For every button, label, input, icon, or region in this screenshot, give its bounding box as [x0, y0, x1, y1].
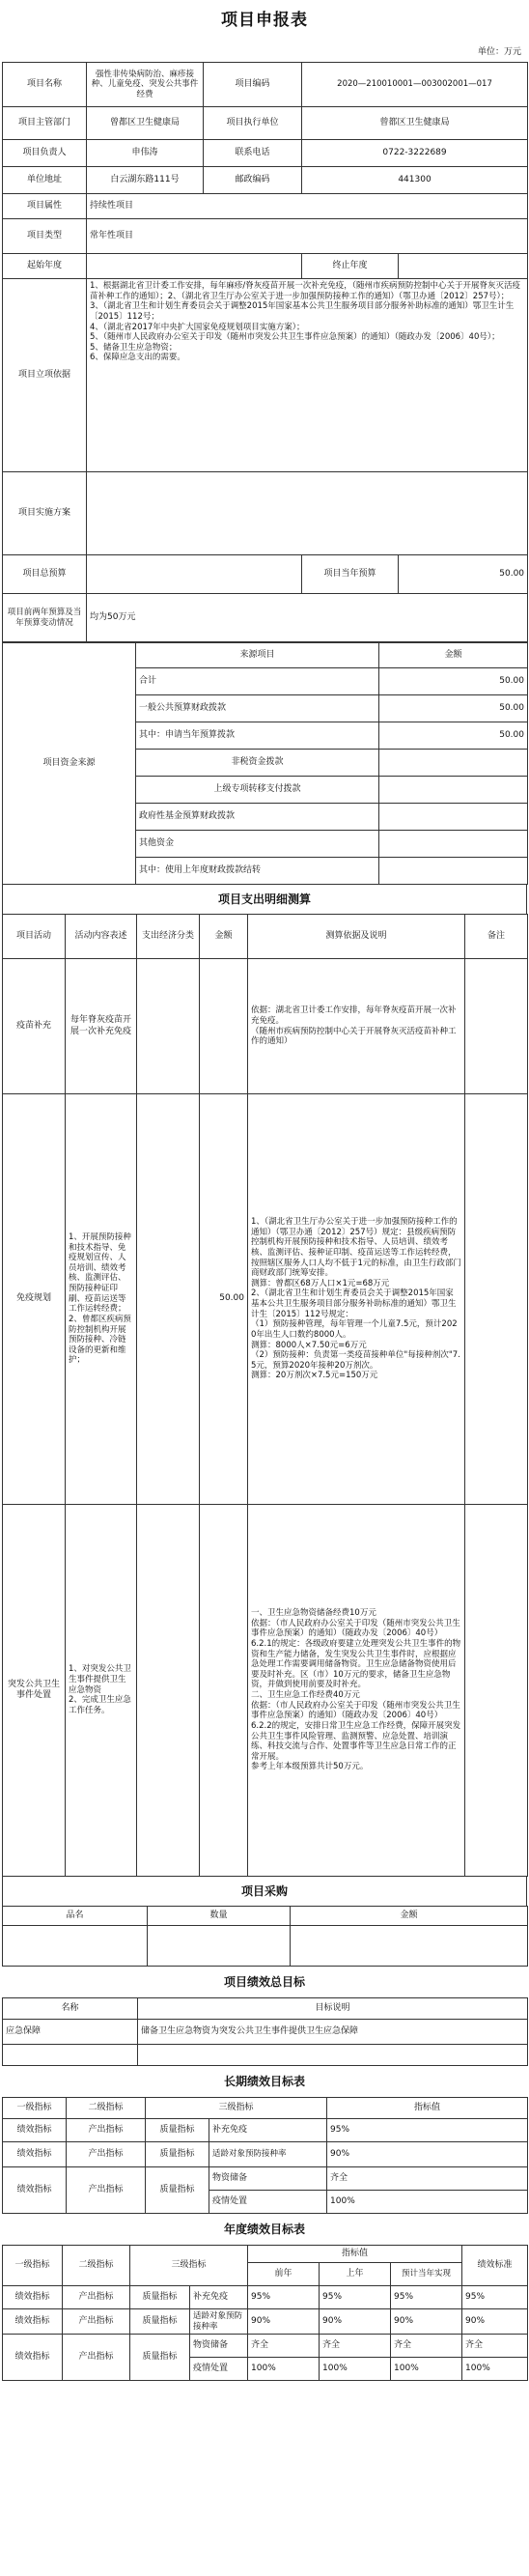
annual-l4: 适龄对象预防接种率: [190, 2309, 248, 2335]
detail-activity: 免疫规划: [3, 1094, 66, 1505]
project-code-value: 2020—210010001—003002001—017: [302, 63, 528, 107]
longterm-l1: 绩效指标: [3, 2119, 67, 2142]
annual-header: 绩效标准: [462, 2246, 528, 2286]
detail-header: 支出经济分类: [137, 915, 200, 959]
annual-prev2: 100%: [248, 2358, 320, 2381]
detail-row: [3, 1094, 528, 1505]
longterm-l4: 物资储备: [209, 2167, 327, 2191]
perf-header: 目标说明: [138, 1998, 528, 2020]
end-year-value: [399, 254, 528, 279]
annual-standard: 齐全: [462, 2335, 528, 2358]
detail-content: 每年脊灰疫苗开展一次补充免疫: [66, 959, 137, 1094]
annual-standard: 95%: [462, 2286, 528, 2309]
longterm-header: 一级指标: [3, 2098, 67, 2119]
detail-activity: 突发公共卫生事件处置: [3, 1505, 66, 1877]
annual-l1: 绩效指标: [3, 2286, 63, 2309]
phone-value: 0722-3222689: [302, 140, 528, 167]
annual-l3: 质量指标: [130, 2286, 190, 2309]
annual-l3: 质量指标: [130, 2335, 190, 2381]
zip-value: 441300: [302, 167, 528, 194]
annual-prev2: 90%: [248, 2309, 320, 2335]
dept-label: 项目主管部门: [3, 107, 87, 140]
funding-row-name: 政府性基金预算财政拨款: [136, 804, 379, 831]
funding-row-amount: 50.00: [379, 668, 528, 695]
funding-row-name: 上级专项转移支付拨款: [136, 777, 379, 804]
project-name-label: 项目名称: [3, 63, 87, 107]
year-budget-label: 项目当年预算: [302, 555, 399, 594]
project-code-label: 项目编码: [204, 63, 302, 107]
annual-l1: 绩效指标: [3, 2309, 63, 2335]
annual-expected: 齐全: [391, 2335, 462, 2358]
annual-prev1: 齐全: [320, 2335, 391, 2358]
annual-prev1: 90%: [320, 2309, 391, 2335]
perf-name: 应急保障: [3, 2020, 138, 2045]
funding-source-header: 来源项目: [136, 643, 379, 668]
longterm-l1: 绩效指标: [3, 2167, 67, 2214]
detail-header: 测算依据及说明: [248, 915, 465, 959]
annual-subheader: 前年: [248, 2263, 320, 2286]
page-title: 项目申报表: [221, 11, 308, 31]
dept-value: 曾都区卫生健康局: [87, 107, 204, 140]
detail-row: [3, 1505, 528, 1877]
annual-prev1: 100%: [320, 2358, 391, 2381]
funding-row-name: 其中：使用上年度财政拨款结转: [136, 858, 379, 885]
detail-row: [3, 959, 528, 1094]
funding-row-amount: [379, 804, 528, 831]
procurement-cell: [148, 1926, 291, 1967]
longterm-row: [3, 2119, 528, 2142]
detail-header: 金额: [200, 915, 248, 959]
plan-label: 项目实施方案: [3, 472, 87, 555]
longterm-value: 100%: [327, 2191, 528, 2214]
longterm-value: 齐全: [327, 2167, 528, 2191]
annual-l4: 补充免疫: [190, 2286, 248, 2309]
procurement-section-title: 项目采购: [2, 1877, 527, 1906]
attr-value: 持续性项目: [87, 194, 528, 219]
perf-section-title: 项目绩效总目标: [223, 1975, 305, 1989]
longterm-section-title: 长期绩效目标表: [223, 2075, 305, 2088]
annual-l4: 物资储备: [190, 2335, 248, 2358]
annual-l1: 绩效指标: [3, 2335, 63, 2381]
longterm-header: 指标值: [327, 2098, 528, 2119]
procurement-header: 品名: [3, 1907, 148, 1926]
address-value: 白云湖东路111号: [87, 167, 204, 194]
annual-expected: 90%: [391, 2309, 462, 2335]
longterm-l2: 产出指标: [67, 2142, 146, 2167]
annual-header: 指标值: [248, 2246, 462, 2263]
detail-amount: [200, 959, 248, 1094]
funding-row-amount: [379, 750, 528, 777]
total-budget-value: [87, 555, 302, 594]
funding-amount-header: 金额: [379, 643, 528, 668]
detail-note: [465, 959, 528, 1094]
zip-label: 邮政编码: [204, 167, 302, 194]
annual-standard: 90%: [462, 2309, 528, 2335]
type-label: 项目类型: [3, 219, 87, 254]
annual-l3: 质量指标: [130, 2309, 190, 2335]
detail-header: 项目活动: [3, 915, 66, 959]
longterm-l4: 补充免疫: [209, 2119, 327, 2142]
procurement-cell: [291, 1926, 528, 1967]
longterm-l3: 质量指标: [146, 2142, 209, 2167]
perf-table: [2, 1997, 528, 2066]
owner-label: 项目负责人: [3, 140, 87, 167]
longterm-l3: 质量指标: [146, 2167, 209, 2214]
annual-l2: 产出指标: [63, 2286, 130, 2309]
perf-desc: 储备卫生应急物资为突发公共卫生事件提供卫生应急保障: [138, 2020, 528, 2045]
funding-label: 项目资金来源: [3, 643, 136, 885]
annual-prev2: 95%: [248, 2286, 320, 2309]
unit-label: 单位：万元: [477, 47, 521, 57]
annual-expected: 100%: [391, 2358, 462, 2381]
annual-prev1: 95%: [320, 2286, 391, 2309]
longterm-l4: 疫情处置: [209, 2191, 327, 2214]
funding-row-amount: [379, 858, 528, 885]
exec-value: 曾都区卫生健康局: [302, 107, 528, 140]
annual-l4: 疫情处置: [190, 2358, 248, 2381]
detail-amount: [200, 1505, 248, 1877]
total-budget-label: 项目总预算: [3, 555, 87, 594]
funding-table: [2, 642, 528, 885]
owner-value: 申伟涛: [87, 140, 204, 167]
detail-content: 1、开展预防接种和技术指导、免疫规划宣传、人员培训、绩效考核、监测评估、预防接种证印刷、疫苗运送等工作运转经费； 2、曾都区疾病预防控制机构开展预防接种、冷链设备的更新和维护；: [66, 1094, 137, 1505]
detail-section-title: 项目支出明细测算: [2, 885, 527, 914]
detail-basis: 依据：湖北省卫计委工作安排，每年脊灰疫苗开展一次补充免疫。 （随州市疾病预防控制中心关于开展脊灰灭活疫苗补种工作的通知）: [248, 959, 465, 1094]
annual-header: 二级指标: [63, 2246, 130, 2286]
funding-row-amount: 50.00: [379, 722, 528, 750]
procurement-cell: [3, 1926, 148, 1967]
annual-l2: 产出指标: [63, 2309, 130, 2335]
funding-row-amount: [379, 831, 528, 858]
annual-subheader: 上年: [320, 2263, 391, 2286]
annual-standard: 100%: [462, 2358, 528, 2381]
procurement-table: [2, 1906, 528, 1967]
project-name-value: 强性非传染病防治、麻疹接种、儿童免疫、突发公共事件经费: [87, 63, 204, 107]
start-year-value: [87, 254, 302, 279]
annual-expected: 95%: [391, 2286, 462, 2309]
detail-econ: [137, 1094, 200, 1505]
annual-prev2: 齐全: [248, 2335, 320, 2358]
year-budget-value: 50.00: [399, 555, 528, 594]
detail-econ: [137, 959, 200, 1094]
exec-label: 项目执行单位: [204, 107, 302, 140]
procurement-header: 数量: [148, 1907, 291, 1926]
funding-row-amount: [379, 777, 528, 804]
longterm-l3: 质量指标: [146, 2119, 209, 2142]
longterm-row: [3, 2167, 528, 2191]
funding-row-name: 其他资金: [136, 831, 379, 858]
annual-section-title: 年度绩效目标表: [223, 2222, 305, 2236]
prev-budget-label: 项目前两年预算及当年预算变动情况: [3, 594, 87, 642]
annual-header: 三级指标: [130, 2246, 248, 2286]
prev-budget-value: 均为50万元: [87, 594, 528, 642]
funding-row-name: 合计: [136, 668, 379, 695]
detail-note: [465, 1094, 528, 1505]
detail-basis: 一、卫生应急物资储备经费10万元 依据：（市人民政府办公室关于印发（随州市突发公共卫生事件应急预案）的通知）（随政办发〔2006〕40号） 6.2.1的规定：各级政府要建立处理突发公共卫生事件的物资和生产能力储备，发生突发公共卫生事件时，应根据应急处理工作需要调用储备物资。卫生应急储备物资使用后要及时补充。区（市）10万元的要求，储备卫生应急物资，并做到使用前要及时补充。 二、卫生应急工作经费40万元 依据：（市人民政府办公室关于印发（随州市突发公共卫生事件应急预案）的通知）（随政办发〔2006〕40号） 6.2.2的规定，安排日常卫生应急工作经费，保障开展突发公共卫生事件风险管理、监测预警、应急处置、培训演练、科技交流与合作、处置事件等卫生应急日常工作的正常开展。 参考上年本级预算共计50万元。: [248, 1505, 465, 1877]
phone-label: 联系电话: [204, 140, 302, 167]
annual-row: [3, 2309, 528, 2335]
basis-label: 项目立项依据: [3, 279, 87, 472]
annual-header: 一级指标: [3, 2246, 63, 2286]
detail-header: 活动内容表述: [66, 915, 137, 959]
detail-econ: [137, 1505, 200, 1877]
longterm-table: [2, 2097, 528, 2214]
perf-empty-cell: [138, 2045, 528, 2066]
longterm-row: [3, 2142, 528, 2167]
perf-header: 名称: [3, 1998, 138, 2020]
attr-label: 项目属性: [3, 194, 87, 219]
perf-empty-cell: [3, 2045, 138, 2066]
longterm-l1: 绩效指标: [3, 2142, 67, 2167]
detail-content: 1、对突发公共卫生事件提供卫生应急物资 2、完成卫生应急工作任务。: [66, 1505, 137, 1877]
annual-row: [3, 2286, 528, 2309]
end-year-label: 终止年度: [302, 254, 399, 279]
annual-subheader: 预计当年实现: [391, 2263, 462, 2286]
longterm-value: 90%: [327, 2142, 528, 2167]
address-label: 单位地址: [3, 167, 87, 194]
detail-header: 备注: [465, 915, 528, 959]
procurement-header: 金额: [291, 1907, 528, 1926]
detail-table: [2, 914, 528, 1877]
type-value: 常年性项目: [87, 219, 528, 254]
plan-value: [87, 472, 528, 555]
longterm-header: 二级指标: [67, 2098, 146, 2119]
annual-row: [3, 2335, 528, 2358]
funding-row-name: 一般公共预算财政拨款: [136, 695, 379, 722]
annual-table: [2, 2245, 528, 2381]
detail-amount: 50.00: [200, 1094, 248, 1505]
detail-basis: 1、（湖北省卫生厅办公室关于进一步加强预防接种工作的通知）（鄂卫办通〔2012〕257号）规定：县级疾病预防控制机构开展预防接种和技术指导、人员培训、绩效考核、监测评估、接种证印制、疫苗运送等工作运转经费，按照辖区服务人口人均不低于1元的标准，由卫生行政部门商财政部门统筹安排。 测算：曾都区68万人口×1元=68万元 2、（湖北省卫生和计划生育委员会关于调整2015年国家基本公共卫生服务项目部分服务补助标准的通知）鄂卫生计生〔2015〕112号规定： （1）预防接种管理，每年管理一个儿童7.5元，预计2020年出生人口数约8000人。 测算：8000人×7.50元=6万元 （2）预防接种：负责第一类疫苗接种单位"每接种剂次"7.5元，预算2020年接种20万剂次。 测算：20万剂次×7.5元=150万元: [248, 1094, 465, 1505]
longterm-value: 95%: [327, 2119, 528, 2142]
detail-activity: 疫苗补充: [3, 959, 66, 1094]
longterm-l2: 产出指标: [67, 2119, 146, 2142]
start-year-label: 起始年度: [3, 254, 87, 279]
funding-row-name: 其中：申请当年预算拨款: [136, 722, 379, 750]
detail-note: [465, 1505, 528, 1877]
longterm-l4: 适龄对象预防接种率: [209, 2142, 327, 2167]
funding-row-name: 非税资金拨款: [136, 750, 379, 777]
annual-l2: 产出指标: [63, 2335, 130, 2381]
basis-text: 1、根据湖北省卫计委工作安排，每年麻疹/脊灰疫苗开展一次补充免疫，（随州市疾病预防控制中心关于开展脊灰灭活疫苗补种工作的通知）；2、（湖北省卫生厅办公室关于进一步加强预防接种工作的通知）（鄂卫办通〔2012〕257号）； 3、（湖北省卫生和计划生育委员会关于调整2015年国家基本公共卫生服务项目部分服务补助标准的通知）鄂卫生计生〔2015〕112号； 4、（湖北省2017年中央扩大国家免疫规划项目实施方案）； 5、（随州市人民政府办公室关于印发（随州市突发公共卫生事件应急预案）的通知）（随政办发〔2006〕40号）； 5、储备卫生应急物资； 6、保障应急支出的需要。: [87, 279, 528, 472]
basic-info-table: [2, 62, 528, 642]
funding-row-amount: 50.00: [379, 695, 528, 722]
longterm-l2: 产出指标: [67, 2167, 146, 2214]
longterm-header: 三级指标: [146, 2098, 327, 2119]
